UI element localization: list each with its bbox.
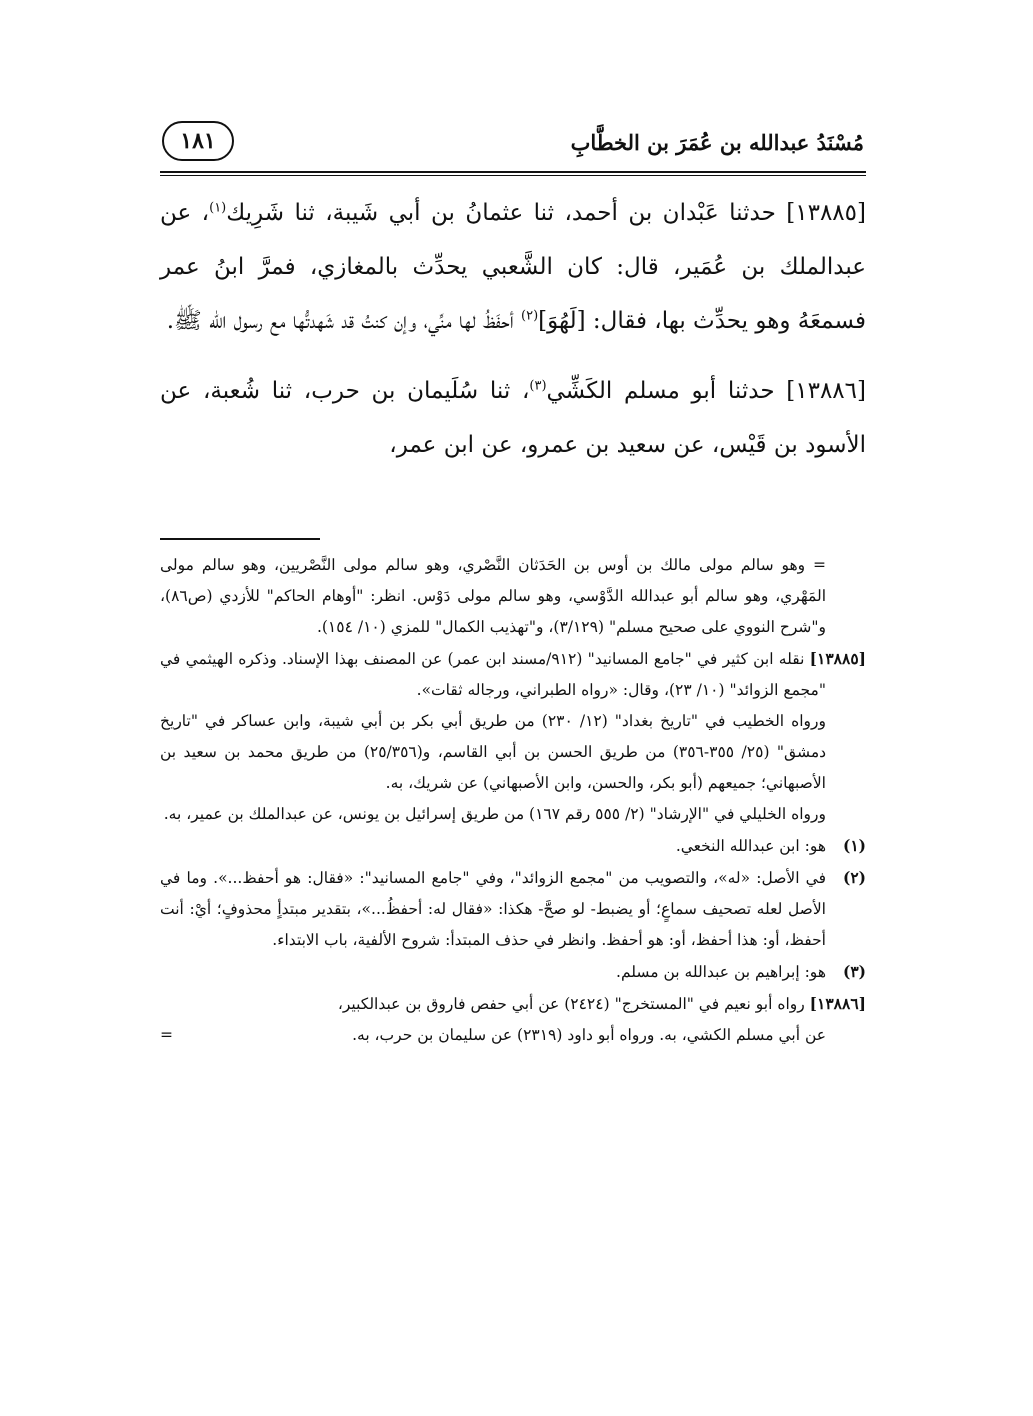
- hadith-text: حدثنا أبو مسلم الكَشِّي: [546, 378, 787, 404]
- main-text: [160, 186, 866, 472]
- page-number: ١٨١: [162, 121, 234, 161]
- hadith-number: [١٣٨٨٦]: [786, 378, 867, 404]
- takhrij-number: [١٣٨٨٥]: [809, 649, 866, 668]
- hadith-text: ، ثنا سُلَيمان بن حرب، ثنا شُعبة، عن الأسود بن قَيْس، عن سعيد بن عمرو، عن ابن عمر،: [160, 378, 866, 458]
- footnote-1: [160, 830, 866, 862]
- hadith-text: أحفَظُ لها منِّي، وإن كنتُ قد شَهدتُّها مع رسول الله ﷺ.: [166, 308, 521, 334]
- footnote-ref-3[interactable]: (٣): [529, 378, 547, 394]
- footnote-text: في الأصل: «له»، والتصويب من "مجمع الزوائد"، وفي "جامع المسانيد": «فقال: هو أحفظ...». وما في الأصل لعله تصحيف سماعٍ؛ أو يضبط- لو صحَّ- هكذا: «فقال له: أحفظُ...»، بتقدير مبتدأٍ محذوفٍ؛ أيْ: أنت أحفظ، أو: هذا أحفظ، أو: هو أحفظ. وانظر في حذف المبتدأ: شروح الألفية، باب الابتداء.: [160, 869, 826, 949]
- hadith-text: ، عن عبدالملك بن عُمَير، قال: كان الشَّعبي يحدِّث بالمغازي، فمرَّ ابنُ عمر فسمعَهُ وهو يحدِّث بها، فقال: [لَهُوَ]: [160, 200, 866, 334]
- footnote-continuation: = وهو سالم مولى مالك بن أوس بن الحَدَثان النَّصْري، وهو سالم مولى النَّصْريين، وهو سالم مولى المَهْري، وهو سالم أبو عبدالله الدَّوْسي، وهو سالم مولى دَوْس. انظر: "أوهام الحاكم" للأزدي (ص٨٦)، و"شرح النووي على صحيح مسلم" (٣/١٢٩)، و"تهذيب الكمال" للمزي (١٠/ ١٥٤).: [160, 556, 826, 636]
- continuation-mark: =: [160, 1026, 173, 1044]
- takhrij-text: عن أبي مسلم الكشي، به. ورواه أبو داود (٢٣١٩) عن سليمان بن حرب، به.: [352, 1026, 826, 1044]
- takhrij-13886-last-line: [160, 1020, 866, 1051]
- footnote-ref-2[interactable]: (٢): [521, 308, 539, 324]
- footnotes: [160, 550, 866, 1051]
- hadith-13886: [160, 364, 866, 472]
- footnote-marker: (٢): [842, 868, 866, 887]
- footnote-2: [160, 862, 866, 956]
- footnote-marker: (١): [842, 836, 866, 855]
- takhrij-13885: [160, 643, 866, 706]
- takhrij-13885-more: ورواه الخطيب في "تاريخ بغداد" (١٢/ ٢٣٠) من طريق أبي بكر بن أبي شيبة، وابن عساكر في "تاريخ دمشق" (٢٥/ ٣٥٥-٣٥٦) من طريق الحسن بن أبي القاسم، و(٢٥/٣٥٦) من طريق محمد بن سعيد بن الأصبهاني؛ جميعهم (أبو بكر، والحسن، وابن الأصبهاني) عن شريك، به.: [160, 712, 827, 792]
- footnote-text: هو: ابن عبدالله النخعي.: [675, 837, 826, 855]
- page-header: [160, 118, 866, 168]
- footnote-text: هو: إبراهيم بن عبدالله بن مسلم.: [616, 963, 826, 981]
- footnote-ref-1[interactable]: (١): [209, 200, 227, 216]
- header-rule-thin: [160, 175, 866, 176]
- footnote-3: [160, 956, 866, 988]
- hadith-13885: [160, 186, 866, 348]
- takhrij-number: [١٣٨٨٦]: [809, 994, 866, 1013]
- hadith-text: حدثنا عَبْدان بن أحمد، ثنا عثمانُ بن أبي شَيبة، ثنا شَرِيك: [226, 200, 787, 226]
- footnote-marker: (٣): [842, 962, 866, 981]
- takhrij-text: رواه أبو نعيم في "المستخرج" (٢٤٢٤) عن أبي حفص فاروق بن عبدالكبير،: [337, 995, 810, 1013]
- hadith-number: [١٣٨٨٥]: [786, 200, 866, 226]
- running-title: مُسْنَدُ عبدالله بن عُمَرَ بن الخطَّابِ: [570, 130, 864, 155]
- takhrij-13886: [160, 988, 866, 1020]
- takhrij-text: نقله ابن كثير في "جامع المسانيد" (٩١٢/مسند ابن عمر) عن المصنف بهذا الإسناد. وذكره الهيثمي في "مجمع الزوائد" (١٠/ ٢٣)، وقال: «رواه الطبراني، ورجاله ثقات».: [160, 650, 826, 699]
- header-rule: [160, 171, 866, 173]
- takhrij-13885-more: ورواه الخليلي في "الإرشاد" (٢/ ٥٥٥ رقم ١٦٧) من طريق إسرائيل بن يونس، عن عبدالملك بن عمير، به.: [163, 805, 826, 823]
- footnote-separator: [160, 538, 320, 540]
- page: [160, 118, 867, 1044]
